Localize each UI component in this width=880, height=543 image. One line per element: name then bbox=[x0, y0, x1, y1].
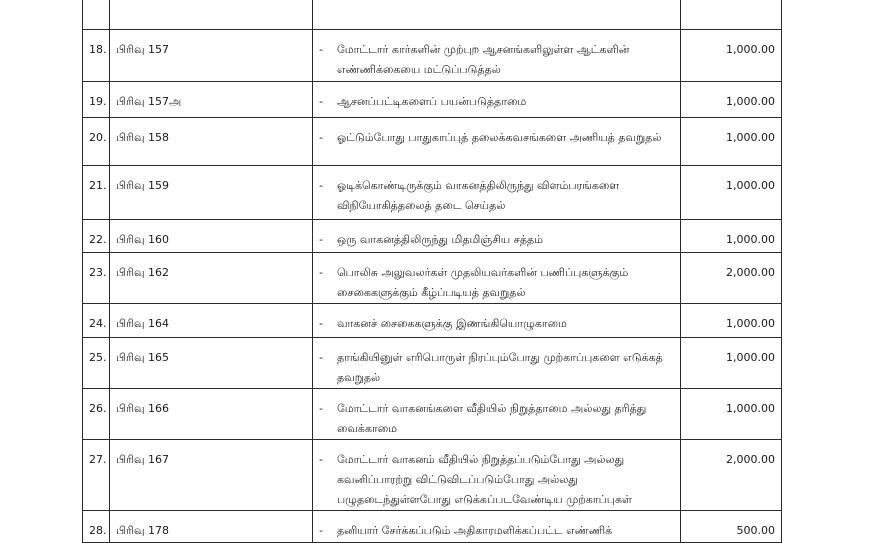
section-reference: பிரிவு 164 bbox=[110, 304, 313, 338]
offence-description: மோட்டார் கார்களின் முற்புற ஆசனங்களிலுள்ள ஆட்களின் எண்ணிக்கையை மட்டுப்படுத்தல் bbox=[337, 43, 630, 76]
fine-amount: 1,000.00 bbox=[681, 220, 782, 253]
fine-amount: 500.00 bbox=[681, 511, 782, 543]
section-reference: பிரிவு 162 bbox=[110, 253, 313, 304]
dash-separator: - bbox=[319, 402, 323, 415]
offence-description-cell bbox=[313, 440, 681, 511]
offence-description-cell bbox=[313, 304, 681, 338]
table-row bbox=[83, 30, 782, 82]
table-row bbox=[83, 511, 782, 543]
dash-separator: - bbox=[319, 453, 323, 466]
row-number: 26. bbox=[83, 389, 110, 440]
row-number: 25. bbox=[83, 338, 110, 389]
section-reference: பிரிவு 166 bbox=[110, 389, 313, 440]
dash-separator: - bbox=[319, 351, 323, 364]
offence-description-cell bbox=[313, 166, 681, 220]
section-reference: பிரிவு 157அ bbox=[110, 82, 313, 118]
section-reference: பிரிவு 159 bbox=[110, 166, 313, 220]
table-row bbox=[83, 166, 782, 220]
dash-separator: - bbox=[319, 317, 323, 330]
offence-description: தனியார் சேர்க்கப்படும் அதிகாரமளிக்கப்பட்ட எண்ணிக் bbox=[337, 524, 613, 537]
dash-separator: - bbox=[319, 179, 323, 192]
dash-separator: - bbox=[319, 131, 323, 144]
section-reference: பிரிவு 160 bbox=[110, 220, 313, 253]
offence-description-cell bbox=[313, 389, 681, 440]
row-number: 22. bbox=[83, 220, 110, 253]
offence-description-cell bbox=[313, 511, 681, 543]
dash-separator: - bbox=[319, 233, 323, 246]
offence-description: மோட்டார் வாகனங்களை வீதியில் நிறுத்தாமை அல்லது தரித்து வைக்காமை bbox=[337, 402, 647, 435]
row-number: 21. bbox=[83, 166, 110, 220]
row-number: 24. bbox=[83, 304, 110, 338]
row-number: 23. bbox=[83, 253, 110, 304]
offence-description-cell bbox=[313, 82, 681, 118]
offence-description: ஓட்டும்போது பாதுகாப்புத் தலைக்கவசங்களை அணியத் தவறுதல் bbox=[337, 131, 662, 144]
fine-amount: 1,000.00 bbox=[681, 30, 782, 82]
row-number bbox=[83, 0, 110, 30]
offence-description-cell bbox=[313, 220, 681, 253]
section-reference: பிரிவு 178 bbox=[110, 511, 313, 543]
fine-amount bbox=[681, 0, 782, 30]
dash-separator: - bbox=[319, 524, 323, 537]
row-number: 18. bbox=[83, 30, 110, 82]
fine-amount: 2,000.00 bbox=[681, 440, 782, 511]
table-row bbox=[83, 118, 782, 166]
offence-description: ஆசனப்பட்டிகளைப் பயன்படுத்தாமை bbox=[337, 95, 527, 108]
offence-description: வாகனச் சைகைகளுக்கு இணங்கியொழுகாமை bbox=[337, 317, 567, 330]
row-number: 19. bbox=[83, 82, 110, 118]
offence-description-cell bbox=[313, 0, 681, 30]
offence-description: பொலிசு அலுவலர்கள் முதலியவர்களின் பணிப்புகளுக்கும் சைகைகளுக்கும் கீழ்ப்படியத் தவறுதல் bbox=[337, 266, 629, 299]
offence-description: மோட்டார் வாகனம் வீதியில் நிறுத்தப்படும்போது அல்லது கவனிப்பாரற்று விட்டுவிடப்படும்போது அல்லது பழுதடைந்துள்ளபோது எடுக்கப்படவேண்டிய முற்காப்புகள் bbox=[337, 453, 632, 506]
section-reference bbox=[110, 0, 313, 30]
offence-description: ஓடிக்கொண்டிருக்கும் வாகனத்திலிருந்து விளம்பரங்களை விநியோகித்தலைத் தடை செய்தல் bbox=[337, 179, 620, 212]
fine-amount: 1,000.00 bbox=[681, 166, 782, 220]
fine-amount: 2,000.00 bbox=[681, 253, 782, 304]
offence-description: ஒரு வாகனத்திலிருந்து மிதமிஞ்சிய சத்தம் bbox=[337, 233, 544, 246]
fine-amount: 1,000.00 bbox=[681, 304, 782, 338]
table-row bbox=[83, 440, 782, 511]
section-reference: பிரிவு 167 bbox=[110, 440, 313, 511]
table-row bbox=[83, 253, 782, 304]
fine-amount: 1,000.00 bbox=[681, 118, 782, 166]
table-row bbox=[83, 338, 782, 389]
row-number: 27. bbox=[83, 440, 110, 511]
offence-description: தாங்கியினுள் எரிபொருள் நிரப்பும்போது முற்காப்புகளை எடுக்கத் தவறுதல் bbox=[337, 351, 663, 384]
row-number: 28. bbox=[83, 511, 110, 543]
dash-separator: - bbox=[319, 95, 323, 108]
table-row bbox=[83, 304, 782, 338]
section-reference: பிரிவு 158 bbox=[110, 118, 313, 166]
fine-amount: 1,000.00 bbox=[681, 82, 782, 118]
offence-description-cell bbox=[313, 30, 681, 82]
row-number: 20. bbox=[83, 118, 110, 166]
table-row bbox=[83, 220, 782, 253]
offence-description-cell bbox=[313, 338, 681, 389]
offence-description-cell bbox=[313, 253, 681, 304]
fine-amount: 1,000.00 bbox=[681, 389, 782, 440]
table-row bbox=[83, 82, 782, 118]
section-reference: பிரிவு 157 bbox=[110, 30, 313, 82]
fines-table bbox=[82, 0, 782, 543]
offence-description-cell bbox=[313, 118, 681, 166]
fines-table-body bbox=[83, 0, 782, 543]
table-row bbox=[83, 0, 782, 30]
section-reference: பிரிவு 165 bbox=[110, 338, 313, 389]
fine-amount: 1,000.00 bbox=[681, 338, 782, 389]
table-row bbox=[83, 389, 782, 440]
dash-separator: - bbox=[319, 266, 323, 279]
dash-separator: - bbox=[319, 43, 323, 56]
